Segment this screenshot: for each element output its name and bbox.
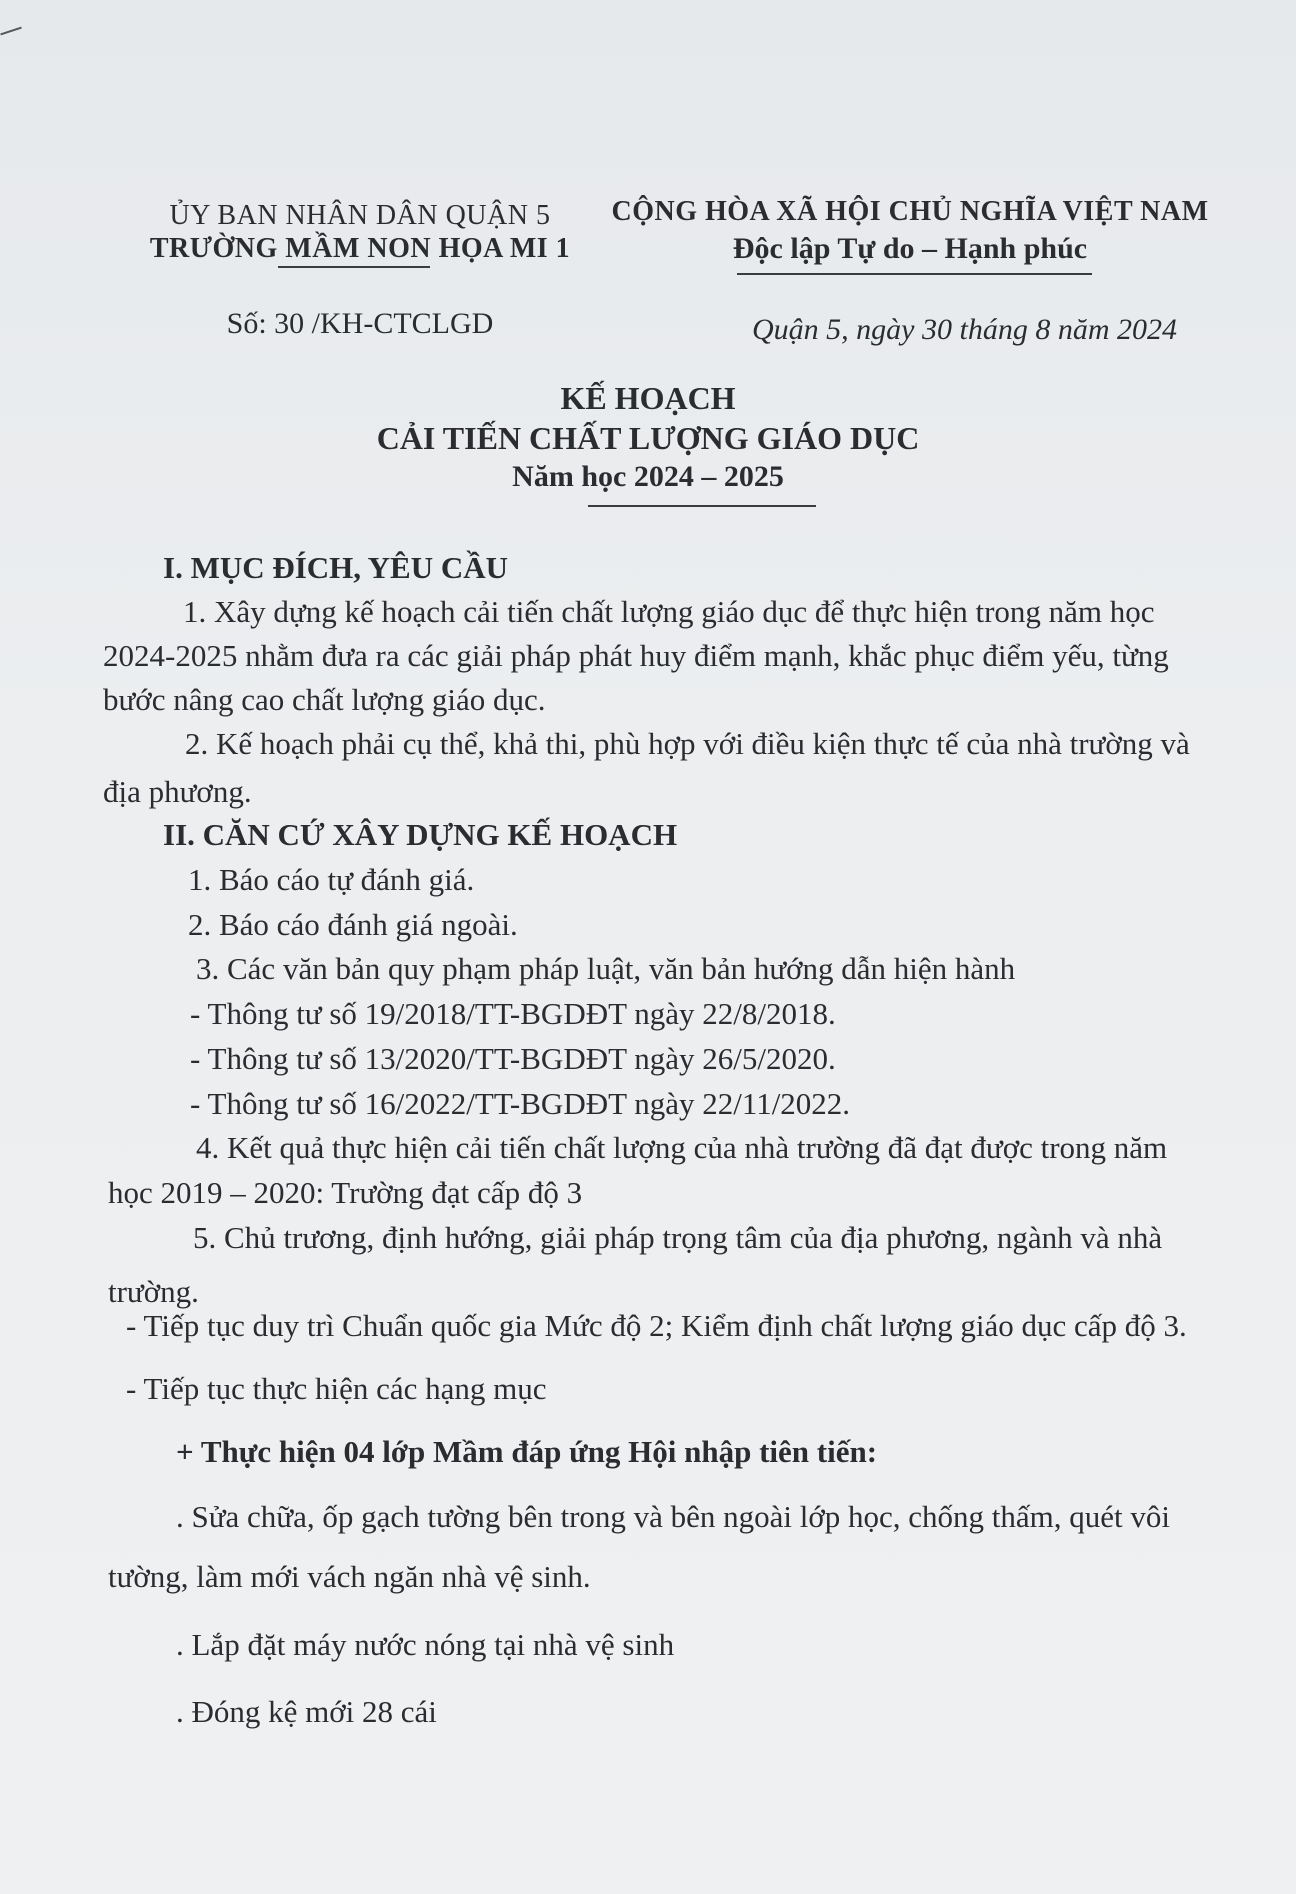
- paragraph: bước nâng cao chất lượng giáo dục.: [103, 682, 546, 717]
- task-item: . Sửa chữa, ốp gạch tường bên trong và bên ngoài lớp học, chống thấm, quét vôi: [176, 1499, 1171, 1534]
- list-item: - Thông tư số 13/2020/TT-BGDĐT ngày 26/5/2020.: [190, 1041, 836, 1076]
- issuer-authority: ỦY BAN NHÂN DÂN QUẬN 5: [169, 200, 551, 231]
- list-item: - Tiếp tục duy trì Chuẩn quốc gia Mức độ 2; Kiểm định chất lượng giáo dục cấp độ 3.: [126, 1308, 1187, 1343]
- paragraph: 4. Kết quả thực hiện cải tiến chất lượng của nhà trường đã đạt được trong năm: [196, 1130, 1168, 1165]
- edge-mark: [0, 27, 22, 36]
- title-line1: KẾ HOẠCH: [560, 380, 736, 416]
- motto-underline: [737, 273, 1092, 275]
- national-motto: Độc lập Tự do – Hạnh phúc: [732, 232, 1088, 265]
- issuer-school: TRƯỜNG MẦM NON HỌA MI 1: [149, 233, 571, 264]
- title-line3: Năm học 2024 – 2025: [512, 460, 784, 493]
- paragraph: học 2019 – 2020: Trường đạt cấp độ 3: [108, 1175, 583, 1210]
- title-underline: [588, 505, 816, 507]
- list-item: - Thông tư số 16/2022/TT-BGDĐT ngày 22/11/2022.: [190, 1086, 851, 1121]
- paragraph: 2024-2025 nhằm đưa ra các giải pháp phát huy điểm mạnh, khắc phục điểm yếu, từng: [103, 638, 1169, 673]
- list-item: - Thông tư số 19/2018/TT-BGDĐT ngày 22/8/2018.: [190, 996, 836, 1031]
- paragraph: địa phương.: [103, 774, 252, 809]
- list-item: 2. Báo cáo đánh giá ngoài.: [188, 907, 518, 942]
- paragraph: 1. Xây dựng kế hoạch cải tiến chất lượng giáo dục để thực hiện trong năm học: [183, 594, 1155, 629]
- paragraph: trường.: [108, 1274, 199, 1309]
- section2-heading: II. CĂN CỨ XÂY DỰNG KẾ HOẠCH: [163, 817, 678, 852]
- paragraph: 5. Chủ trương, định hướng, giải pháp trọng tâm của địa phương, ngành và nhà: [193, 1220, 1163, 1255]
- task-item: tường, làm mới vách ngăn nhà vệ sinh.: [108, 1559, 591, 1594]
- paragraph: 2. Kế hoạch phải cụ thể, khả thi, phù hợp với điều kiện thực tế của nhà trường và: [185, 726, 1190, 761]
- list-item: 1. Báo cáo tự đánh giá.: [188, 862, 475, 897]
- task-item: . Đóng kệ mới 28 cái: [176, 1694, 437, 1729]
- issuer-underline: [278, 266, 430, 268]
- section1-heading: I. MỤC ĐÍCH, YÊU CẦU: [163, 550, 509, 585]
- list-item: - Tiếp tục thực hiện các hạng mục: [126, 1371, 547, 1406]
- title-line2: CẢI TIẾN CHẤT LƯỢNG GIÁO DỤC: [376, 420, 920, 456]
- document-number: Số: 30 /KH-CTCLGD: [226, 307, 494, 340]
- list-item: 3. Các văn bản quy phạm pháp luật, văn bản hướng dẫn hiện hành: [196, 951, 1016, 986]
- task-item: . Lắp đặt máy nước nóng tại nhà vệ sinh: [176, 1627, 675, 1662]
- document-date: Quận 5, ngày 30 tháng 8 năm 2024: [752, 313, 1177, 346]
- subheading: + Thực hiện 04 lớp Mầm đáp ứng Hội nhập tiên tiến:: [176, 1434, 878, 1469]
- national-title: CỘNG HÒA XÃ HỘI CHỦ NGHĨA VIỆT NAM: [611, 196, 1209, 227]
